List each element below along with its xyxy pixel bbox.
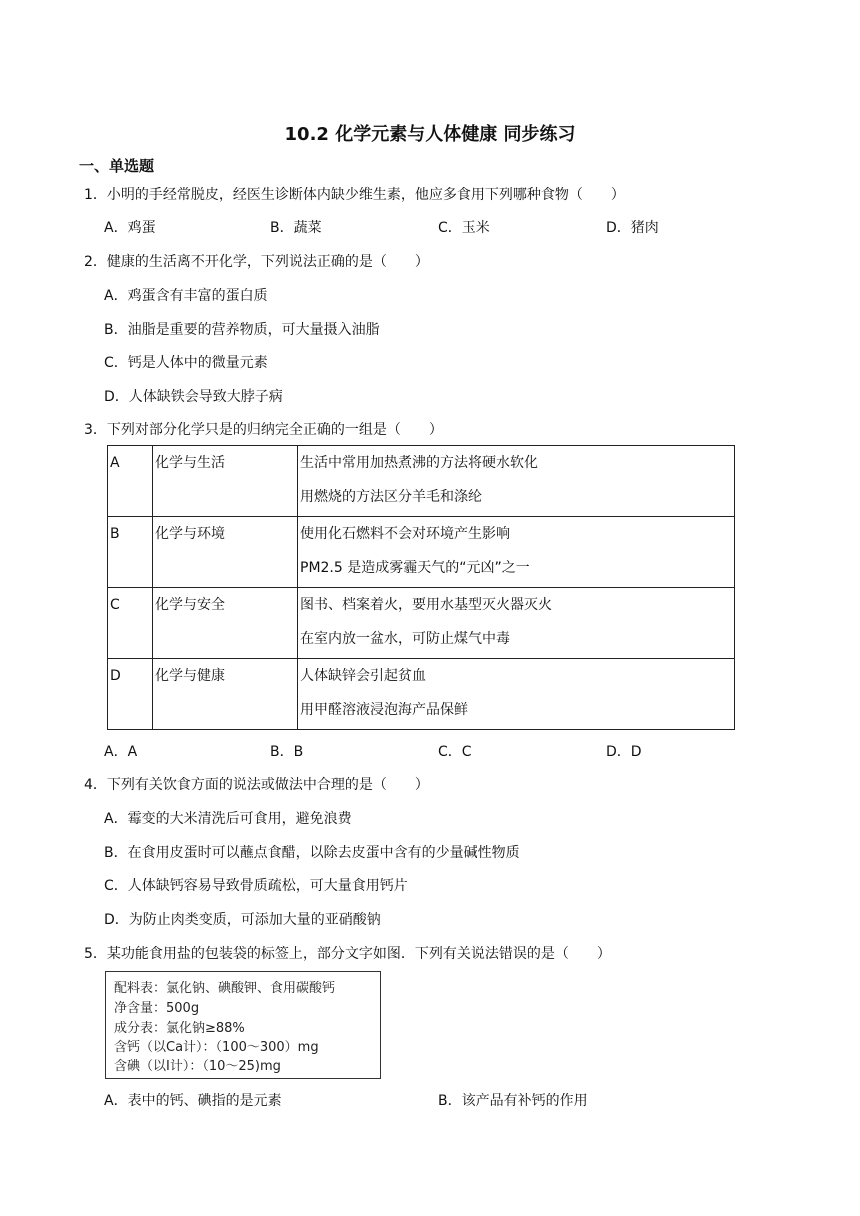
question-1-option-d: D．猪肉 <box>606 220 659 236</box>
label-line-net-weight: 净含量：500g <box>114 1001 200 1016</box>
statement-1: 生活中常用加热煮沸的方法将硬水软化 <box>300 455 538 471</box>
salt-package-label-image <box>105 971 381 1079</box>
question-3-table <box>107 445 735 730</box>
question-3-option-a: A．A <box>104 744 138 760</box>
question-2-option-d: D．人体缺铁会导致大脖子病 <box>104 389 283 405</box>
statement-2: 在室内放一盆水，可防止煤气中毒 <box>300 631 510 647</box>
question-1-option-c: C．玉米 <box>438 220 490 236</box>
statement-2: 用甲醛溶液浸泡海产品保鲜 <box>300 702 468 718</box>
statement-1: 使用化石燃料不会对环境产生影响 <box>300 526 510 542</box>
label-line-iodine: 含碘（以I计）：（10～25)mg <box>114 1059 281 1074</box>
question-3-option-b: B．B <box>270 744 304 760</box>
section-heading: 一、单选题 <box>79 157 155 175</box>
question-2-option-b: B．油脂是重要的营养物质，可大量摄入油脂 <box>104 322 380 338</box>
table-cell-statements <box>298 517 735 588</box>
question-4-option-b: B．在食用皮蛋时可以蘸点食醋，以除去皮蛋中含有的少量碱性物质 <box>104 845 520 861</box>
table-cell-topic: 化学与安全 <box>153 588 298 659</box>
page-title: 10.2 化学元素与人体健康 同步练习 <box>284 124 576 145</box>
question-4-option-c: C．人体缺钙容易导致骨质疏松，可大量食用钙片 <box>104 878 408 894</box>
table-cell-letter: B <box>108 517 153 588</box>
label-line-calcium: 含钙（以Ca计）：（100～300）mg <box>114 1040 319 1055</box>
statement-1: 人体缺锌会引起贫血 <box>300 668 426 684</box>
question-4-option-a: A．霉变的大米清洗后可食用，避免浪费 <box>104 811 352 827</box>
question-2-option-c: C．钙是人体中的微量元素 <box>104 355 268 371</box>
table-cell-letter: D <box>108 659 153 730</box>
table-cell-topic: 化学与生活 <box>153 446 298 517</box>
question-1-stem: 1．小明的手经常脱皮，经医生诊断体内缺少维生素，他应多食用下列哪种食物（ ） <box>84 187 625 203</box>
question-5-option-a: A．表中的钙、碘指的是元素 <box>104 1093 282 1109</box>
question-2-stem: 2．健康的生活离不开化学，下列说法正确的是（ ） <box>84 254 429 270</box>
question-1-option-a: A．鸡蛋 <box>104 220 156 236</box>
table-row <box>108 517 735 588</box>
question-3-stem: 3．下列对部分化学只是的归纳完全正确的一组是（ ） <box>84 422 443 438</box>
question-1-option-b: B．蔬菜 <box>270 220 322 236</box>
table-row <box>108 588 735 659</box>
question-3-option-d: D．D <box>606 744 642 760</box>
question-4-option-d: D．为防止肉类变质，可添加大量的亚硝酸钠 <box>104 912 381 928</box>
question-5-stem: 5．某功能食用盐的包装袋的标签上，部分文字如图．下列有关说法错误的是（ ） <box>84 946 611 962</box>
statement-1: 图书、档案着火，要用水基型灭火器灭火 <box>300 597 552 613</box>
table-cell-topic: 化学与环境 <box>153 517 298 588</box>
question-2-option-a: A．鸡蛋含有丰富的蛋白质 <box>104 288 268 304</box>
table-cell-letter: C <box>108 588 153 659</box>
table-cell-statements <box>298 588 735 659</box>
statement-2: 用燃烧的方法区分羊毛和涤纶 <box>300 489 482 505</box>
question-5-option-b: B．该产品有补钙的作用 <box>438 1093 588 1109</box>
label-line-composition: 成分表：氯化钠≥88% <box>114 1021 245 1036</box>
table-cell-letter: A <box>108 446 153 517</box>
statement-2: PM2.5 是造成雾霾天气的“元凶”之一 <box>300 560 530 576</box>
table-row <box>108 659 735 730</box>
question-4-stem: 4．下列有关饮食方面的说法或做法中合理的是（ ） <box>84 777 429 793</box>
question-3-option-c: C．C <box>438 744 472 760</box>
table-cell-statements <box>298 446 735 517</box>
table-cell-topic: 化学与健康 <box>153 659 298 730</box>
table-cell-statements <box>298 659 735 730</box>
table-row <box>108 446 735 517</box>
label-line-ingredients: 配料表：氯化钠、碘酸钾、食用碳酸钙 <box>114 981 336 996</box>
